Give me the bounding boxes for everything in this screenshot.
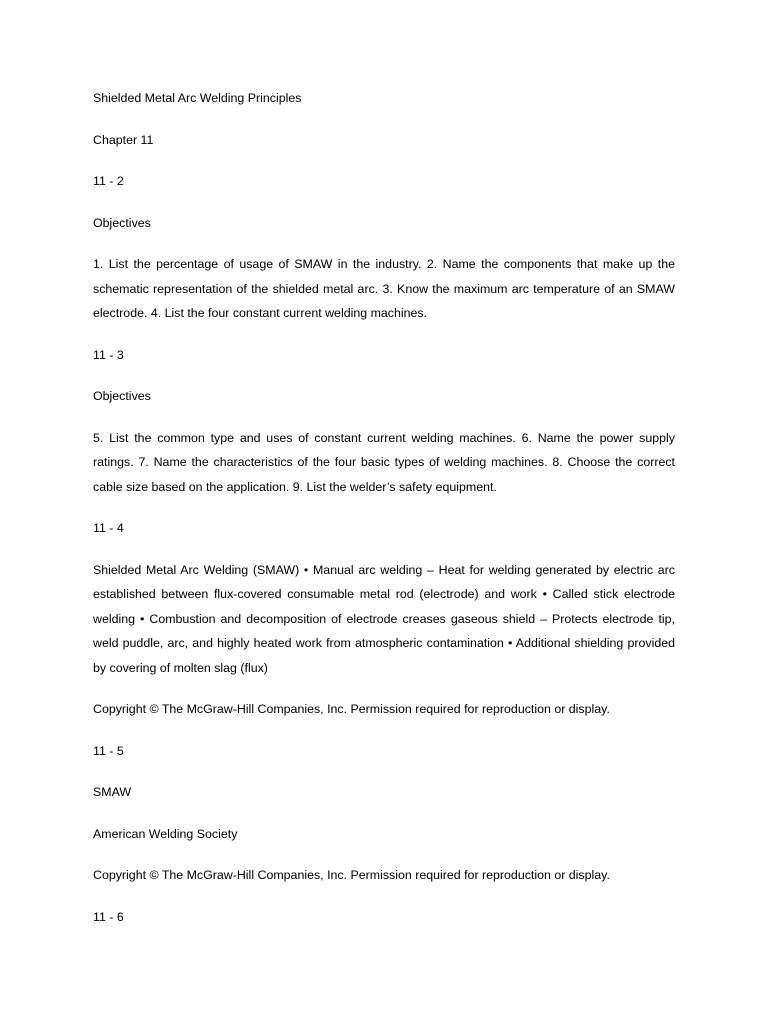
document-title: Shielded Metal Arc Welding Principles bbox=[93, 91, 302, 105]
image-credit: American Welding Society bbox=[93, 826, 238, 841]
document-body bbox=[93, 86, 675, 946]
slide-number-11-2: 11 - 2 bbox=[93, 174, 124, 188]
slide-number-11-6: 11 - 6 bbox=[93, 909, 124, 924]
copyright-notice: Copyright © The McGraw-Hill Companies, Inc. Permission required for reproduction or display. bbox=[93, 702, 610, 716]
section-heading-objectives: Objectives bbox=[93, 389, 151, 403]
copyright-notice: Copyright © The McGraw-Hill Companies, Inc. Permission required for reproduction or display. bbox=[93, 868, 610, 882]
objectives-list-2: 5. List the common type and uses of constant current welding machines. 6. Name the power supply ratings. 7. Name the characteristics of the four basic types of welding machines. 8. Choose the correct cable size based on the application. 9. List the welder’s safety equipment. bbox=[93, 430, 675, 494]
slide-number-11-5: 11 - 5 bbox=[93, 743, 124, 758]
slide-number-11-3: 11 - 3 bbox=[93, 347, 124, 362]
objectives-list-1: 1. List the percentage of usage of SMAW in the industry. 2. Name the components that make up the schematic representation of the shielded metal arc. 3. Know the maximum arc temperature of an SMAW electrode. 4. List the four constant current welding machines. bbox=[93, 257, 675, 320]
chapter-label: Chapter 11 bbox=[93, 132, 154, 147]
slide-number-11-4: 11 - 4 bbox=[93, 521, 124, 535]
section-heading-smaw: SMAW bbox=[93, 785, 132, 799]
smaw-description: Shielded Metal Arc Welding (SMAW) • Manual arc welding – Heat for welding generated by electric arc established between flux-covered consumable metal rod (electrode) and work • Called stick electrode welding • Combustion and decomposition of electrode creases gaseous shield – Protects electrode tip, weld puddle, arc, and highly heated work from atmospheric contamination • Additional shielding provided by covering of molten slag (flux) bbox=[93, 562, 675, 675]
section-heading-objectives: Objectives bbox=[93, 215, 151, 230]
